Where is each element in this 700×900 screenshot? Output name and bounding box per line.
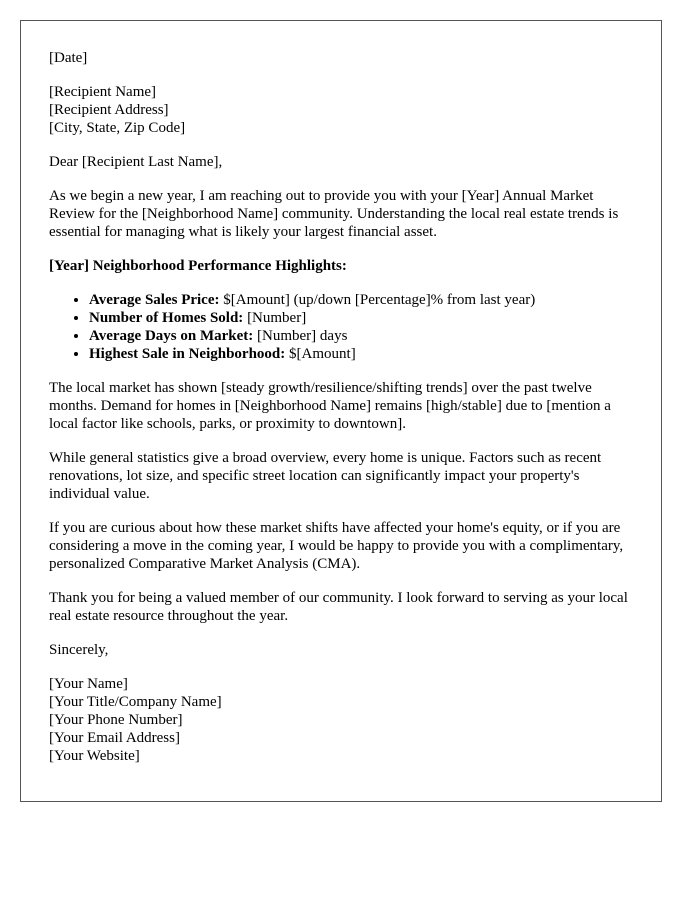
highlights-heading: [Year] Neighborhood Performance Highlights: — [49, 258, 347, 274]
thanks-paragraph: Thank you for being a valued member of our community. I look forward to serving as your local real estate resource throughout the year. — [49, 590, 628, 624]
highlight-item — [89, 291, 633, 309]
recipient-address: [Recipient Address] — [49, 102, 169, 118]
date: [Date] — [49, 50, 88, 66]
letter — [20, 20, 662, 802]
highlight-item — [89, 309, 633, 327]
intro-paragraph: As we begin a new year, I am reaching out to provide you with your [Year] Annual Market Review for the [Neighborhood Name] community. Understanding the local real estate trends is essential for managing what is likely your largest financial asset. — [49, 188, 619, 240]
recipient-block — [49, 83, 633, 137]
highlight-value: $[Amount] (up/down [Percentage]% from last year) — [219, 292, 536, 308]
cma-paragraph: If you are curious about how these market shifts have affected your home's equity, or if you are considering a move in the coming year, I would be happy to provide you with a complimentary, personalized Comparative Market Analysis (CMA). — [49, 520, 624, 572]
market-paragraph: The local market has shown [steady growth/resilience/shifting trends] over the past twelve months. Demand for homes in [Neighborhood Name] remains [high/stable] due to [mention a local factor like schools, parks, or proximity to downtown]. — [49, 380, 611, 432]
signature-block — [49, 675, 633, 765]
recipient-city: [City, State, Zip Code] — [49, 120, 186, 136]
salutation: Dear [Recipient Last Name], — [49, 154, 223, 170]
highlight-label: Average Days on Market: — [89, 328, 254, 344]
highlight-label: Average Sales Price: — [89, 292, 220, 308]
signature-title: [Your Title/Company Name] — [49, 694, 222, 710]
highlight-value: $[Amount] — [285, 346, 356, 362]
highlight-value: [Number] — [243, 310, 307, 326]
highlight-value: [Number] days — [253, 328, 348, 344]
recipient-name: [Recipient Name] — [49, 84, 157, 100]
statistics-paragraph: While general statistics give a broad overview, every home is unique. Factors such as recent renovations, lot size, and specific street location can significantly impact your property's individual value. — [49, 450, 602, 502]
closing: Sincerely, — [49, 642, 109, 658]
highlight-label: Number of Homes Sold: — [89, 310, 244, 326]
highlight-label: Highest Sale in Neighborhood: — [89, 346, 286, 362]
signature-phone: [Your Phone Number] — [49, 712, 183, 728]
highlights-list — [49, 291, 633, 363]
signature-name: [Your Name] — [49, 676, 128, 692]
highlight-item — [89, 345, 633, 363]
signature-website: [Your Website] — [49, 748, 140, 764]
signature-email: [Your Email Address] — [49, 730, 180, 746]
highlight-item — [89, 327, 633, 345]
